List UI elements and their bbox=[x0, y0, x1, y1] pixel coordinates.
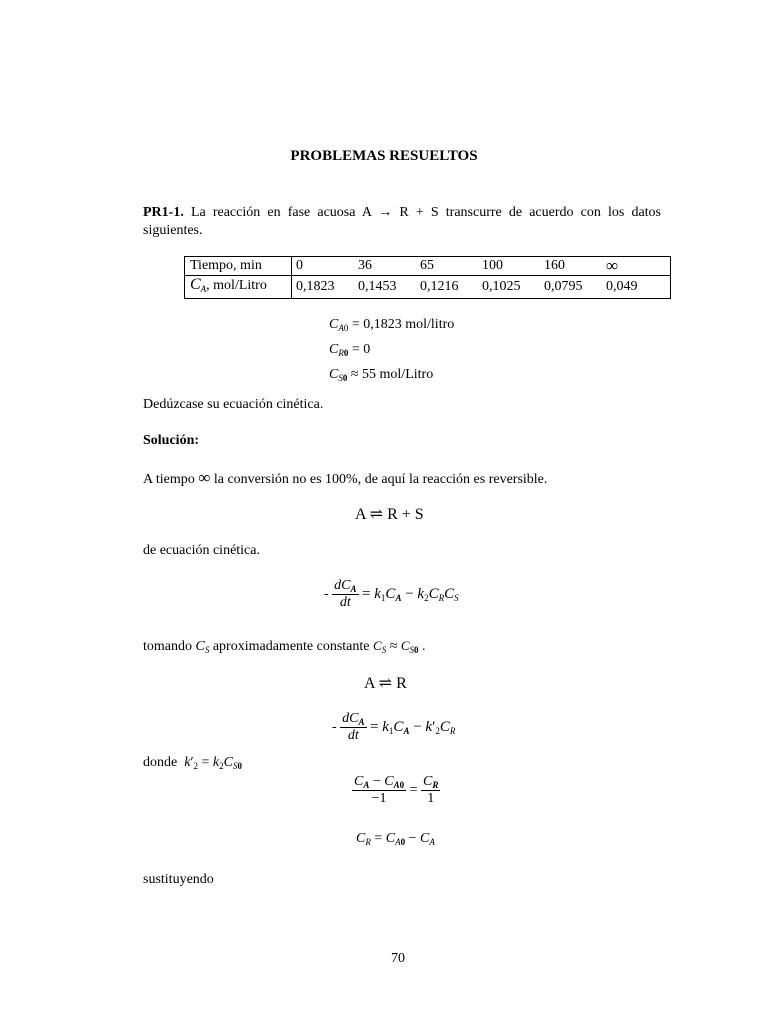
reaction-simple: A ⇌ R bbox=[364, 675, 407, 692]
table-cell: 0,1453 bbox=[354, 276, 416, 299]
kinetic-equation-intro: de ecuación cinética. bbox=[143, 543, 260, 558]
initial-conditions bbox=[329, 314, 454, 389]
table-cell: 100 bbox=[478, 257, 540, 276]
row-label-ca: $C_A$, mol/Litro bbox=[185, 276, 292, 299]
page-title: PROBLEMAS RESUELTOS bbox=[290, 148, 478, 164]
table-cell: 65 bbox=[416, 257, 478, 276]
table-cell: 0,1216 bbox=[416, 276, 478, 299]
ca0-line: $C_{A0} = 0,1823$ mol/litro bbox=[329, 317, 455, 333]
table-cell: 0 bbox=[292, 257, 355, 276]
donde-line: donde $k'_2 = k_2C_{S0}$ bbox=[143, 755, 242, 771]
stoichiometry-equation: $\frac{C_A - C_{A0}}{-1}$ = $\frac{C_R}{1}$ bbox=[354, 774, 439, 806]
rate-equation-2: - $\frac{dC_A}{dt}$ = $k_1C_A - k'_2C_R$ bbox=[332, 711, 456, 743]
problem-text-before: La reacción en fase acuosa bbox=[183, 205, 362, 220]
row-label-tiempo: Tiempo, min bbox=[185, 257, 292, 276]
problem-statement bbox=[143, 204, 661, 240]
problem-text-after: transcurre de acuerdo con los datos siguientes. bbox=[143, 205, 661, 238]
table-cell: 0,1025 bbox=[478, 276, 540, 299]
solution-label: Solución: bbox=[143, 433, 200, 448]
reversibility-line: A tiempo ∞ la conversión no es 100%, de aquí la reacción es reversible. bbox=[143, 468, 548, 487]
table-row bbox=[185, 257, 671, 276]
table-cell: 36 bbox=[354, 257, 416, 276]
question-text: Dedúzcase su ecuación cinética. bbox=[143, 397, 324, 412]
table-cell: 0,0795 bbox=[540, 276, 602, 299]
table-cell: 0,1823 bbox=[292, 276, 355, 299]
problem-label: PR1-1. bbox=[143, 205, 184, 220]
data-table bbox=[184, 256, 671, 299]
tomando-line: tomando $C_S$ aproximadamente constante $C_S \approx C_{S0}$ . bbox=[143, 638, 426, 655]
problem-reaction: A → R + S bbox=[361, 205, 439, 220]
sustituyendo-text: sustituyendo bbox=[143, 872, 214, 887]
cr0-line: $C_{R0} = 0$ bbox=[329, 342, 371, 358]
table-cell: 160 bbox=[540, 257, 602, 276]
reaction-reversible: A ⇌ R + S bbox=[355, 506, 424, 523]
cr-equation: $C_R = C_{A0} - C_A$ bbox=[356, 831, 435, 847]
table-row bbox=[185, 276, 671, 299]
rate-equation-1: - $\frac{dC_A}{dt}$ = $k_1C_A - k_2C_RC_S$ bbox=[324, 578, 459, 610]
cs0-line: $C_{S0} \approx 55$ mol/Litro bbox=[329, 367, 434, 383]
page-number: 70 bbox=[391, 951, 405, 966]
table-cell: 0,049 bbox=[602, 276, 671, 299]
table-cell: ∞ bbox=[602, 257, 671, 276]
